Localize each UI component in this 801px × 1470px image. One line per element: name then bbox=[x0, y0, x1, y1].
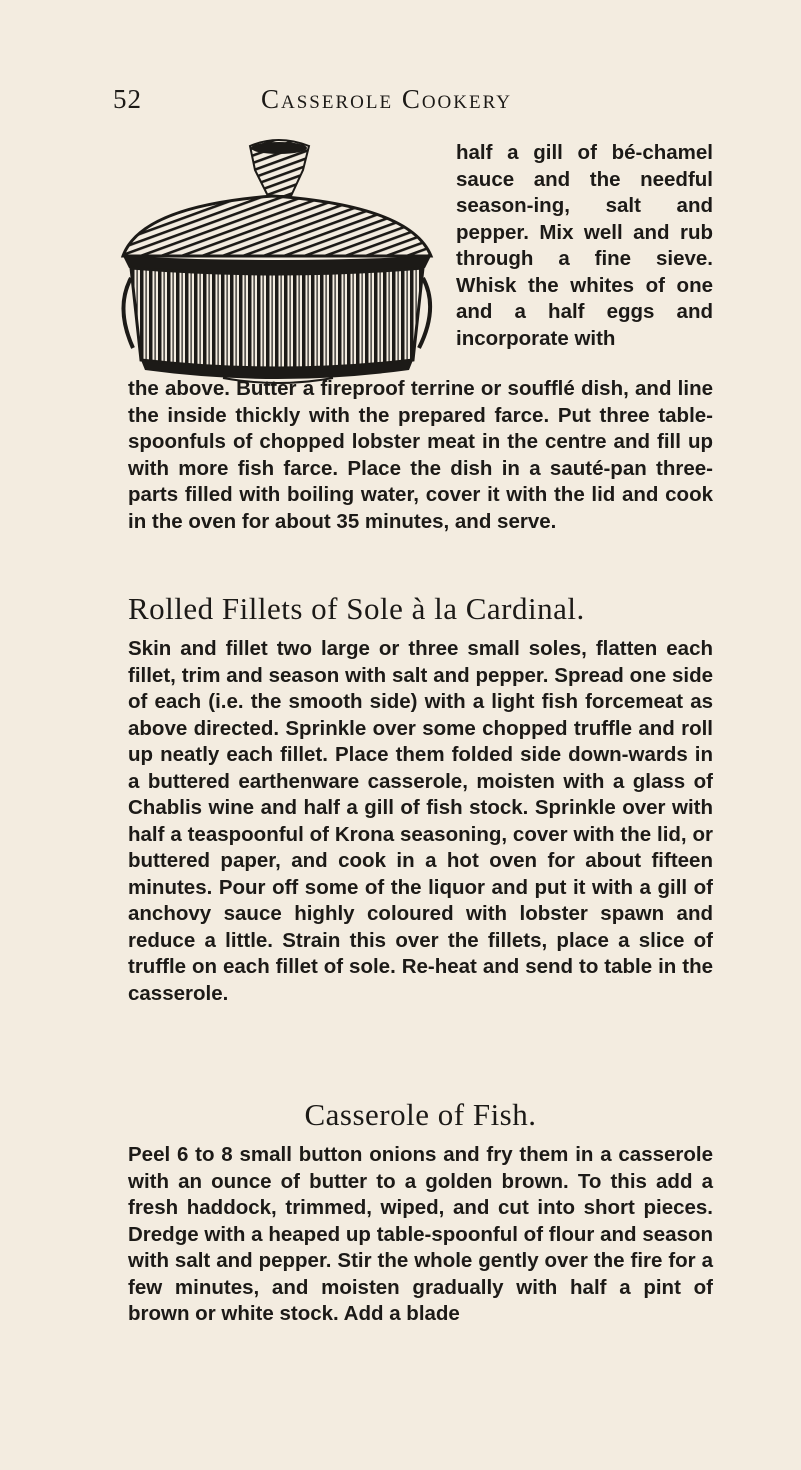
recipe-title-casserole-fish: Casserole of Fish. bbox=[304, 1097, 537, 1132]
page-header bbox=[113, 84, 713, 124]
page-number: 52 bbox=[113, 84, 142, 114]
continuation-text-float: half a gill of bé-chamel sauce and the needful season-ing, salt and pepper. Mix well and rub through a fine sieve. Whisk the whites of one and a half eggs and incorporate with bbox=[456, 141, 713, 350]
casserole-dish-icon bbox=[113, 138, 439, 390]
recipe-title-sole-cardinal: Rolled Fillets of Sole à la Cardinal. bbox=[128, 591, 585, 626]
running-title: Casserole Cookery bbox=[261, 84, 512, 114]
recipe-body-casserole-fish: Peel 6 to 8 small button onions and fry them in a casserole with an ounce of butter to a golden brown. To this add a fresh haddock, trimmed, wiped, and cut into short pieces. Dredge with a heaped up table-spoonful of flour and season with salt and pepper. Stir the whole gently over the fire for a few minutes, and moisten gradually with half a pint of brown or white stock. Add a blade bbox=[128, 1143, 713, 1325]
continuation-text: the above. Butter a fireproof terrine or soufflé dish, and line the inside thickly with the prepared farce. Put three table-spoonfuls of chopped lobster meat in the centre and fill up with more fish farce. Place the dish in a sauté-pan three-parts filled with boiling water, cover it with the lid and cook in the oven for about 35 minutes, and serve. bbox=[128, 377, 713, 533]
recipe-body-sole-cardinal: Skin and fillet two large or three small soles, flatten each fillet, trim and season with salt and pepper. Spread one side of each (i.e. the smooth side) with a light fish forcemeat as above directed. Sprinkle over some chopped truffle and roll up neatly each fillet. Place them folded side down-wards in a buttered earthenware casserole, moisten with a glass of Chablis wine and half a gill of fish stock. Sprinkle over with half a teaspoonful of Krona seasoning, cover with the lid, or buttered paper, and cook in a hot oven for about fifteen minutes. Pour off some of the liquor and put it with a gill of anchovy sauce highly coloured with lobster spawn and reduce a little. Strain this over the fillets, place a slice of truffle on each fillet of sole. Re-heat and send to table in the casserole. bbox=[128, 637, 713, 1005]
